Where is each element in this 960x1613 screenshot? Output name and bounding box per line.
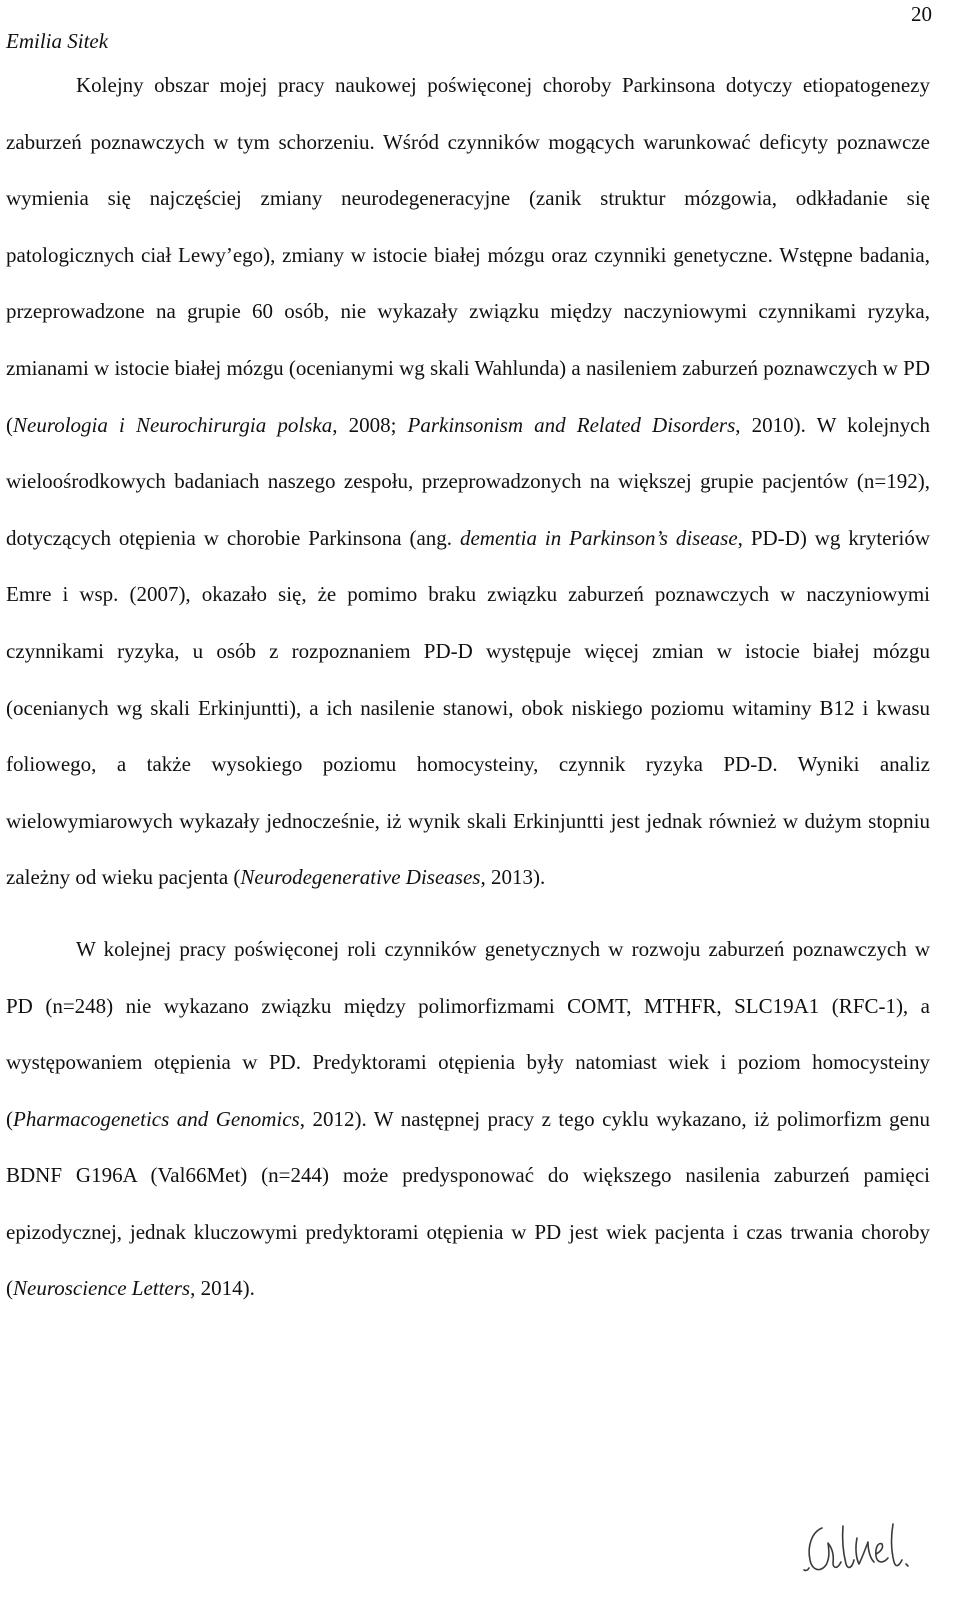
journal-citation: Neurodegenerative Diseases — [240, 865, 481, 890]
paragraph-genetics — [6, 921, 930, 1317]
text-run: , 2008; — [332, 412, 408, 437]
signature-icon — [798, 1518, 916, 1578]
text-run: , PD-D) wg kryteriów Emre i wsp. (2007), okazało się, że pomimo braku związku zaburzeń poznawczych w naczyniowymi czynnikami ryzyka, u osób z rozpoznaniem PD-D występuje więcej zmian w istocie białej mózgu (ocenianych wg skali Erkinjuntti), a ich nasilenie stanowi, obok niskiego poziomu witaminy B12 i kwasu foliowego, a także wysokiego poziomu homocysteiny, czynnik ryzyka PD-D. Wyniki analiz wielowymiarowych wykazały jednocześnie, iż wynik skali Erkinjuntti jest jednak również w dużym stopniu zależny od wieku pacjenta ( — [6, 525, 930, 890]
page-number: 20 — [911, 2, 932, 26]
italic-term: dementia in Parkinson’s disease — [459, 525, 738, 550]
text-run: W kolejnej pracy poświęconej roli czynników genetycznych w rozwoju zaburzeń poznawczych w PD (n=248) nie wykazano związku między polimorfizmami COMT, MTHFR, SLC19A1 (RFC-1), a występowaniem otępienia w PD. Predyktorami otępienia były natomiast wiek i poziom homocysteiny ( — [6, 936, 930, 1131]
body-text — [6, 57, 930, 1317]
text-run: , 2012). W następnej pracy z tego cyklu wykazano, iż polimorfizm genu BDNF G196A (Val66Met) (n=244) może predysponować do większego nasilenia zaburzeń pamięci epizodycznej, jednak kluczowymi predyktorami otępienia w PD jest wiek pacjenta i czas trwania choroby ( — [6, 1106, 930, 1301]
journal-citation: Neuroscience Letters — [13, 1276, 191, 1301]
text-run: , 2014). — [190, 1276, 255, 1301]
running-header-author: Emilia Sitek — [6, 29, 109, 53]
text-run: Kolejny obszar mojej pracy naukowej poświęconej choroby Parkinsona dotyczy etiopatogenezy zaburzeń poznawczych w tym schorzeniu. Wśród czynników mogących warunkować deficyty poznawcze wymienia się najczęściej zmiany neurodegeneracyjne (zanik struktur mózgowia, odkładanie się patologicznych ciał Lewy’ego), zmiany w istocie białej mózgu oraz czynniki genetyczne. Wstępne badania, przeprowadzone na grupie 60 osób, nie wykazały związku między naczyniowymi czynnikami ryzyka, zmianami w istocie białej mózgu (ocenianymi wg skali Wahlunda) a nasileniem zaburzeń poznawczych w PD ( — [6, 73, 930, 437]
text-run: , 2013). — [480, 865, 546, 890]
journal-citation: Neurologia i Neurochirurgia polska — [13, 412, 333, 437]
text-run: , 2010). W kolejnych wieloośrodkowych badaniach naszego zespołu, przeprowadzonych na większej grupie pacjentów (n=192), dotyczących otępienia w chorobie Parkinsona (ang. — [6, 412, 930, 550]
journal-citation: Pharmacogenetics and Genomics — [13, 1106, 300, 1131]
paragraph-etiopathogenesis — [6, 57, 930, 906]
journal-citation: Parkinsonism and Related Disorders — [407, 412, 736, 437]
